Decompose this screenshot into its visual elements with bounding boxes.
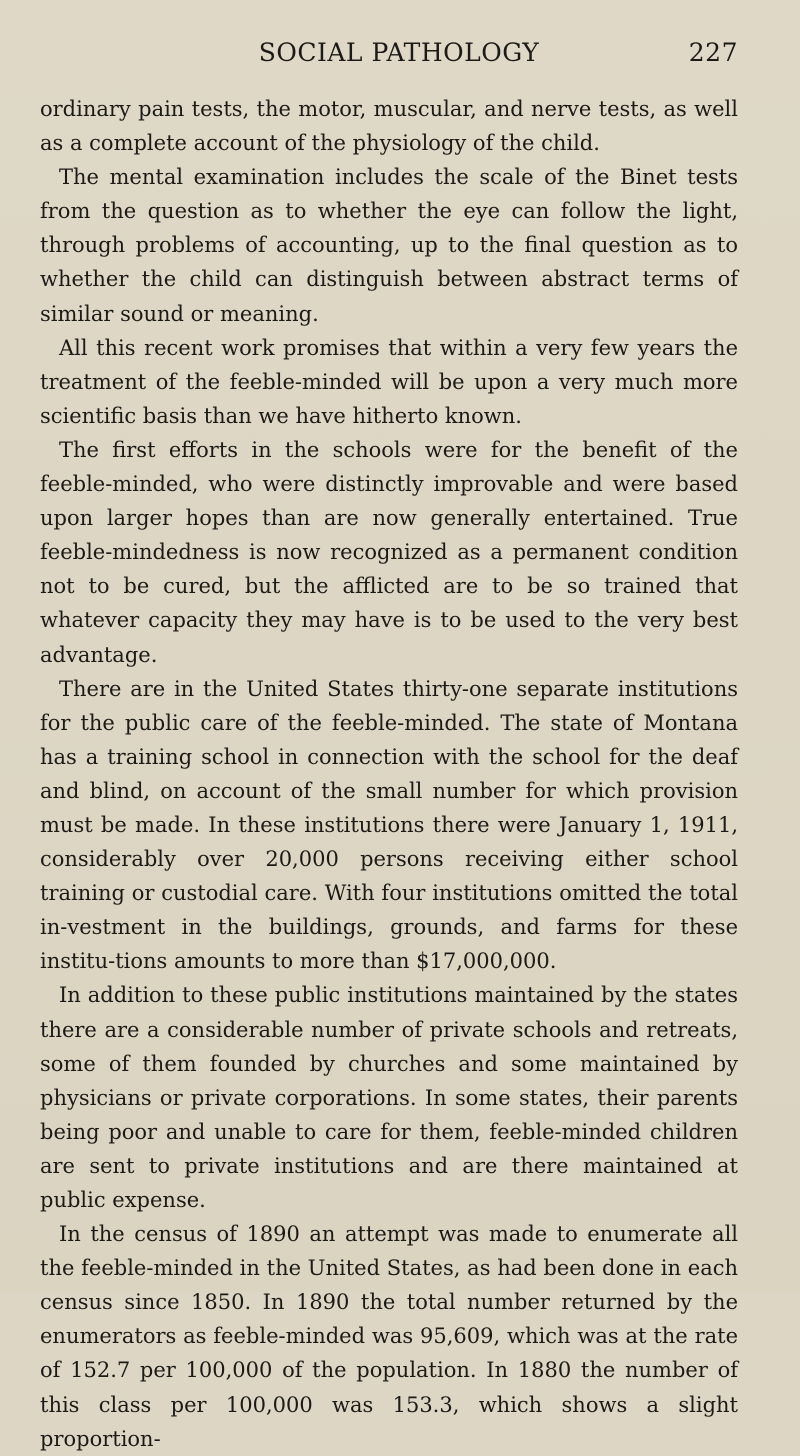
paragraph-2: The mental examination includes the scale of the Binet tests from the question as to whether the eye can follow the light, through problems of accounting, up to the final question as to whether the child can distinguish between abstract terms of similar sound or meaning. [40, 165, 738, 326]
page-number: 227 [688, 38, 738, 67]
paragraph-3: All this recent work promises that within a very few years the treatment of the feeble-minded will be upon a very much more scientific basis than we have hitherto known. [40, 335, 738, 428]
paragraph-7: In the census of 1890 an attempt was made to enumerate all the feeble-minded in the United States, as had been done in each census since 1850. In 1890 the total number returned by the enumerators as feeble-minded was 95,609, which was at the rate of 152.7 per 100,000 of the population. In 1880 the number of this class per 100,000 was 153.3, which shows a slight proportion- [40, 1222, 738, 1451]
paragraph-5: There are in the United States thirty-one separate institutions for the public care of the feeble-minded. The state of Montana has a training school in connection with the school for the deaf and blind, on account of the small number for which provision must be made. In these institutions there were January 1, 1911, considerably over 20,000 persons receiving either school training or custodial care. With four institutions omitted the total in-vestment in the buildings, grounds, and farms for these institu-tions amounts to more than $17,000,000. [40, 676, 738, 974]
paragraph-4: The first efforts in the schools were for the benefit of the feeble-minded, who were distinctly improvable and were based upon larger hopes than are now generally entertained. True feeble-mindedness is now recognized as a permanent condition not to be cured, but the afflicted are to be so trained that whatever capacity they may have is to be used to the very best advantage. [40, 437, 738, 667]
running-head [40, 38, 738, 68]
paragraph-6: In addition to these public institutions maintained by the states there are a considerable number of private schools and retreats, some of them founded by churches and some maintained by physicians or private corporations. In some states, their parents being poor and unable to care for them, feeble-minded children are sent to private institutions and are there maintained at public expense. [40, 983, 738, 1212]
paragraph-1: ordinary pain tests, the motor, muscular, and nerve tests, as well as a complete account of the physiology of the child. [40, 97, 738, 156]
body-text [40, 92, 738, 1456]
running-head-title: SOCIAL PATHOLOGY [258, 38, 540, 67]
